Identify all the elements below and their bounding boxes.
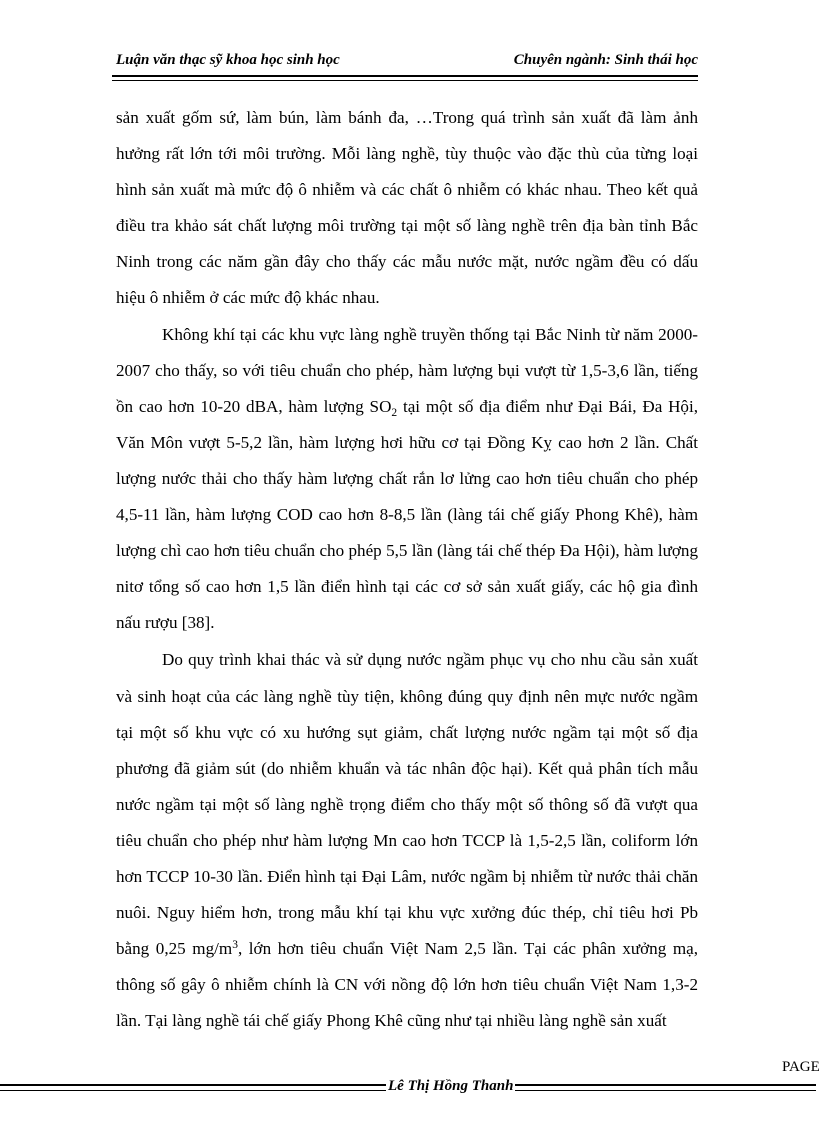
body-text (116, 100, 698, 1039)
paragraph-3-text-a: Do quy trình khai thác và sử dụng nước ngầm phục vụ cho nhu cầu sản xuất và sinh hoạt của các làng nghề tùy tiện, không đúng quy định nên mực nước ngầm tại một số khu vực có xu hướng sụt giảm, chất lượng nước ngầm tại một số địa phương đã giảm sút (do nhiễm khuẩn và tác nhân độc hại). Kết quả phân tích mẫu nước ngầm tại một số làng nghề trọng điểm cho thấy một số thông số đã vượt qua tiêu chuẩn cho phép như hàm lượng Mn cao hơn TCCP là 1,5-2,5 lần, coliform lớn hơn TCCP 10-30 lần. Điển hình tại Đại Lâm, nước ngầm bị nhiễm từ nước thải chăn nuôi. Nguy hiểm hơn, trong mẫu khí tại khu vực xưởng đúc thép, chỉ tiêu hơi Pb bằng 0,25 mg/m (116, 650, 698, 959)
paragraph-2-text-a: Không khí tại các khu vực làng nghề truyền thống tại Bắc Ninh từ năm 2000-2007 cho thấy, so với tiêu chuẩn cho phép, hàm lượng bụi vượt từ 1,5-3,6 lần, tiếng ồn cao hơn 10-20 dBA, hàm lượng SO (116, 324, 698, 416)
header-thesis-title: Luận văn thạc sỹ khoa học sinh học (116, 52, 340, 68)
header-rule-thin (112, 80, 698, 81)
m3-superscript: 3 (232, 939, 238, 952)
footer-author: Lê Thị Hồng Thanh (388, 1078, 514, 1094)
paragraph-3-text-b: , lớn hơn tiêu chuẩn Việt Nam 2,5 lần. Tại các phân xưởng mạ, thông số gây ô nhiễm chính là CN với nồng độ lớn hơn tiêu chuẩn Việt Nam 1,3-2 lần. Tại làng nghề tái chế giấy Phong Khê cũng như tại nhiều làng nghề sản xuất (116, 939, 698, 1031)
paragraph-2-text-b: tại một số địa điểm như Đại Bái, Đa Hội, Văn Môn vượt 5-5,2 lần, hàm lượng hơi hữu cơ tại Đồng Kỵ cao hơn 2 lần. Chất lượng nước thải cho thấy hàm lượng chất rắn lơ lửng cao hơn tiêu chuẩn cho phép 4,5-11 lần, hàm lượng COD cao hơn 8-8,5 lần (làng tái chế giấy Phong Khê), hàm lượng chì cao hơn tiêu chuẩn cho phép 5,5 lần (làng tái chế thép Đa Hội), hàm lượng nitơ tổng số cao hơn 1,5 lần điển hình tại các cơ sở sản xuất giấy, các hộ gia đình nấu rượu [38]. (116, 396, 698, 633)
header-major: Chuyên ngành: Sinh thái học (513, 52, 698, 68)
page-header (116, 52, 698, 74)
header-rule-thick (112, 75, 698, 77)
so2-subscript: 2 (391, 406, 398, 419)
page-number-label: PAGE (782, 1059, 820, 1075)
paragraph-2 (116, 317, 698, 642)
paragraph-1: sản xuất gốm sứ, làm bún, làm bánh đa, …Trong quá trình sản xuất đã làm ảnh hưởng rất lớn tới môi trường. Mỗi làng nghề, tùy thuộc vào đặc thù của từng loại hình sản xuất mà mức độ ô nhiễm và các chất ô nhiễm có khác nhau. Theo kết quả điều tra khảo sát chất lượng môi trường tại một số làng nghề trên địa bàn tỉnh Bắc Ninh trong các năm gần đây cho thấy các mẫu nước mặt, nước ngầm đều có dấu hiệu ô nhiễm ở các mức độ khác nhau. (116, 108, 698, 308)
paragraph-3 (116, 642, 698, 1039)
